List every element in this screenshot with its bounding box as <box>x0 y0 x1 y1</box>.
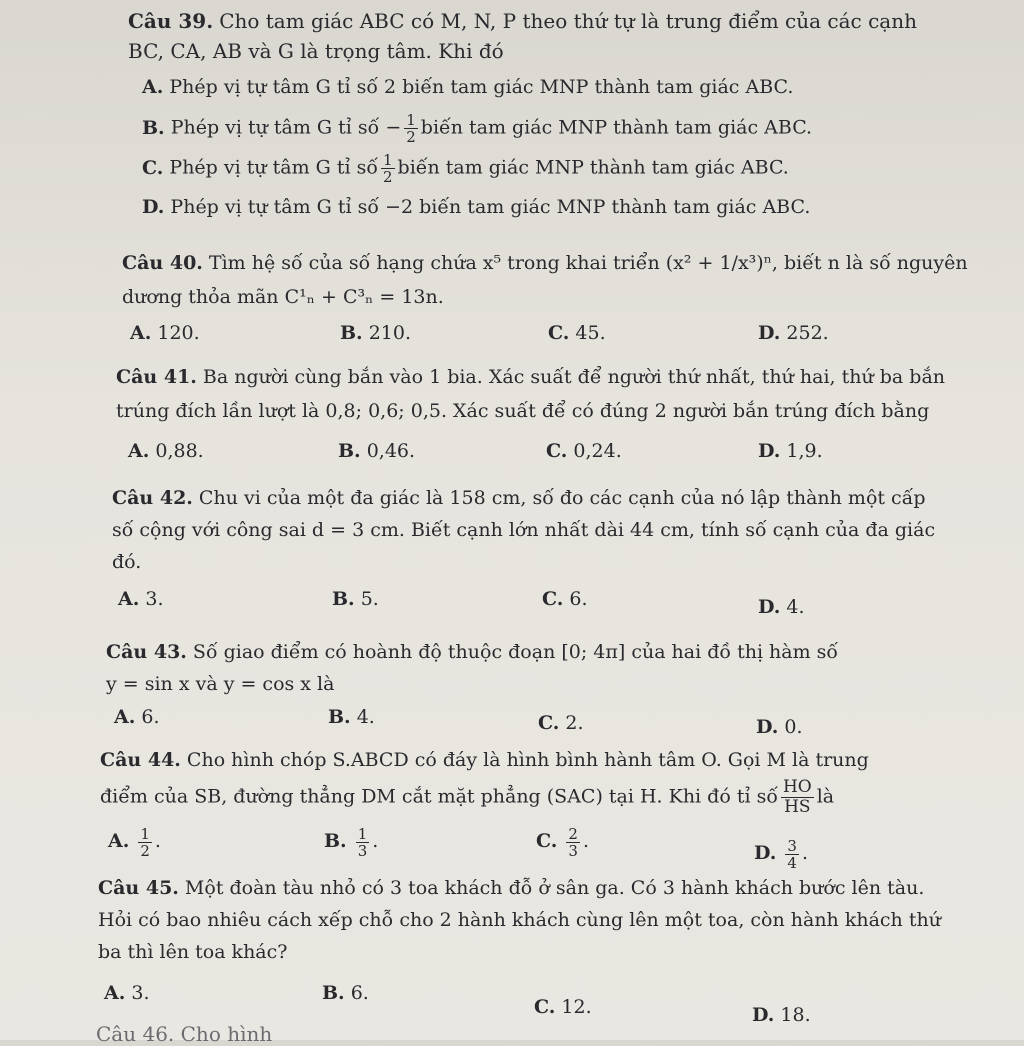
question-45-options <box>104 978 964 1026</box>
question-45-line-1: Câu 45. Một đoàn tàu nhỏ có 3 toa khách đỗ ở sân ga. Có 3 hành khách bước lên tàu. <box>98 877 925 899</box>
fraction: $\frac{3}{4}$ <box>787 836 797 872</box>
question-40-line-2: dương thỏa mãn C¹ₙ + C³ₙ = 13n. <box>122 286 444 308</box>
fraction: $\frac{1}{2}$ <box>383 151 393 186</box>
question-44 <box>100 744 980 817</box>
option-b: B. 6. <box>322 982 369 1004</box>
question-44-line-2: điểm của SB, đường thẳng DM cắt mặt phẳng (SAC) tại H. Khi đó tỉ số $\frac{HO}{HS}$ là <box>100 777 835 817</box>
question-43-line-2: y = sin x và y = cos x là <box>106 673 335 695</box>
fraction: $\frac{1}{2}$ <box>406 111 416 146</box>
option-d: D. 1,9. <box>758 440 823 462</box>
question-39-line-1: Câu 39. Cho tam giác ABC có M, N, P theo thứ tự là trung điểm của các cạnh <box>128 9 917 33</box>
fraction: $\frac{2}{3}$ <box>568 824 578 860</box>
option-a: A. 3. <box>118 588 164 610</box>
question-39-line-2: BC, CA, AB và G là trọng tâm. Khi đó <box>128 39 504 63</box>
option-d: D. 252. <box>758 322 829 344</box>
question-42-line-2: số cộng với công sai d = 3 cm. Biết cạnh lớn nhất dài 44 cm, tính số cạnh của đa giác <box>112 519 936 541</box>
option-d: D. 4. <box>758 596 805 618</box>
option-a: A. 120. <box>130 322 200 344</box>
question-43-options <box>114 702 974 736</box>
question-41 <box>116 362 996 426</box>
option-b: B. 4. <box>328 706 375 728</box>
fraction: $\frac{1}{2}$ <box>140 824 150 860</box>
option-a: A. 6. <box>114 706 160 728</box>
option-a: A. 0,88. <box>128 440 204 462</box>
option-b: B. 0,46. <box>338 440 416 462</box>
option-d: D. 0. <box>756 716 803 738</box>
option-c: C. 0,24. <box>546 440 622 462</box>
question-42-line-1: Câu 42. Chu vi của một đa giác là 158 cm, số đo các cạnh của nó lập thành một cấp <box>112 487 926 509</box>
question-39-options <box>128 72 988 232</box>
question-43-line-1: Câu 43. Số giao điểm có hoành độ thuộc đoạn [0; 4π] của hai đồ thị hàm số <box>106 641 839 663</box>
option-d: D. Phép vị tự tâm G tỉ số −2 biến tam giác MNP thành tam giác ABC. <box>142 196 811 218</box>
option-a: A. $\frac{1}{2}$ . <box>108 824 161 860</box>
question-41-options <box>128 436 988 468</box>
question-44-options <box>108 818 968 878</box>
question-45-line-3: ba thì lên toa khác? <box>98 941 288 963</box>
option-d: D. 18. <box>752 1004 811 1026</box>
option-c: C. $\frac{2}{3}$ . <box>536 824 589 860</box>
option-b: B. $\frac{1}{3}$ . <box>324 824 379 860</box>
option-c: C. Phép vị tự tâm G tỉ số $\frac{1}{2}$ biến tam giác MNP thành tam giác ABC. <box>142 151 789 186</box>
question-45-line-2: Hỏi có bao nhiêu cách xếp chỗ cho 2 hành khách cùng lên một toa, còn hành khách thứ <box>98 909 941 931</box>
option-c: C. 2. <box>538 712 584 734</box>
question-42-options <box>118 584 978 616</box>
question-42-line-3: đó. <box>112 551 142 573</box>
question-40-options <box>130 318 990 350</box>
option-d: D. $\frac{3}{4}$ . <box>754 836 809 872</box>
option-b: B. 5. <box>332 588 379 610</box>
question-43 <box>106 636 986 700</box>
option-c: C. 45. <box>548 322 606 344</box>
ratio-fraction: $\frac{HO}{HS}$ <box>782 777 812 817</box>
option-a: A. 3. <box>104 982 150 1004</box>
question-42 <box>112 482 992 578</box>
question-45 <box>98 872 988 968</box>
question-40-line-1: Câu 40. Tìm hệ số của số hạng chứa x⁵ trong khai triển (x² + 1/x³)ⁿ, biết n là số nguyên <box>122 252 968 274</box>
question-46-cutoff: Câu 46. Cho hình <box>96 1022 273 1046</box>
question-39 <box>128 6 988 66</box>
option-c: C. 12. <box>534 996 592 1018</box>
option-a: A. Phép vị tự tâm G tỉ số 2 biến tam giác MNP thành tam giác ABC. <box>142 76 794 98</box>
option-c: C. 6. <box>542 588 588 610</box>
option-b: B. Phép vị tự tâm G tỉ số − $\frac{1}{2}$ biến tam giác MNP thành tam giác ABC. <box>142 111 813 146</box>
question-44-line-1: Câu 44. Cho hình chóp S.ABCD có đáy là hình bình hành tâm O. Gọi M là trung <box>100 749 869 771</box>
question-41-line-1: Câu 41. Ba người cùng bắn vào 1 bia. Xác suất để người thứ nhất, thứ hai, thứ ba bắn <box>116 366 946 388</box>
fraction: $\frac{1}{3}$ <box>357 824 368 860</box>
question-number: Câu 39. <box>128 9 214 33</box>
question-40 <box>122 248 992 312</box>
question-41-line-2: trúng đích lần lượt là 0,8; 0,6; 0,5. Xác suất để có đúng 2 người bắn trúng đích bằng <box>116 400 930 422</box>
option-b: B. 210. <box>340 322 411 344</box>
